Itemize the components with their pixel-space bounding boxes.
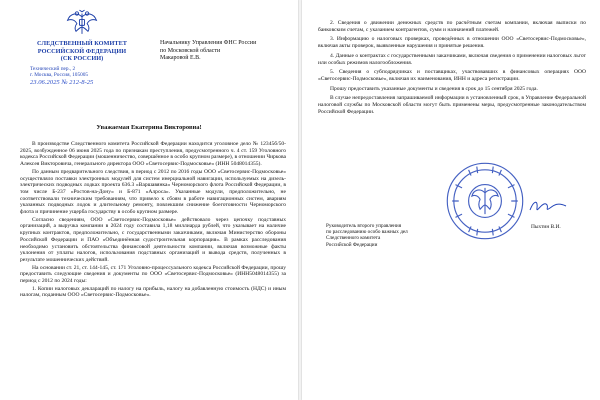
- recipient-line-3: Макаровой Е.В.: [160, 55, 201, 62]
- letter-page-2: [302, 0, 600, 400]
- letter-page-1: [0, 0, 298, 400]
- paragraph: На основании ст. 21, ст. 144-145, ст. 171 Уголовно-процессуального кодекса Российской Федерации, прошу предоставить следующие сведения и документы по ООО «Светосервис-Подмосковье» (ИНН5048014355) за период с 2012 по 2024 годы:: [20, 264, 286, 285]
- warning-paragraph: В случае непредоставления запрашиваемой информации в установленный срок, в Управление Федеральной налоговой службы по Московской области могут быть применены меры, предусмотренные законодательством Российской Федерации.: [318, 95, 586, 115]
- request-item-3: 3. Информацию о налоговых проверках, проведённых в отношении ООО «Светосервис-Подмосковье», включая акты проверок, выявленные нарушения и принятые решения.: [318, 36, 586, 50]
- greeting: Уважаемая Екатерина Викторовна!: [96, 124, 202, 131]
- address-line-2: г. Москва, Россия, 105005: [30, 72, 89, 79]
- signature-icon: [528, 196, 568, 216]
- signatory-title: [326, 223, 476, 248]
- letter-body-page-2: [318, 20, 586, 118]
- signatory-line-1: Руководитель второго управления: [326, 223, 402, 229]
- department-line-2: РОССИЙСКОЙ ФЕДЕРАЦИИ: [37, 47, 127, 55]
- address-line-1: Технический пер., 2: [30, 66, 76, 72]
- recipient-line-1: Начальнику Управления ФНС России: [160, 40, 257, 46]
- paragraph: По данным предварительного следствия, в период с 2012 по 2016 годы ООО «Светосервис-Подмосковье» осуществляло поставки электронных модулей для систем инерциальной навигации, используемых на дизель-электрических подводных лодках проекта 636.3 «Варшавянка» Черноморского флота Российской Федерации, в том числе Б-237 «Ростов-на-Дону» и Б-871 «Алроса». Указанные модули, предположительно, не соответствовали техническим требованиям, что привело к сбоям в работе навигационных систем, авариям указанных подводных лодок и длительному ремонту, повлекшим снижение боеготовности Черноморского флота и причинение ущерба государству в особо крупном размере.: [20, 168, 286, 216]
- request-item-2: 2. Сведения о движении денежных средств по расчётным счетам компании, включая выписки по банковским счетам, с указанием контрагентов, сумм и назначений платежей.: [318, 20, 586, 33]
- recipient-block: [160, 40, 288, 63]
- deadline-paragraph: Прошу предоставить указанные документы и сведения в срок до 15 сентября 2025 года.: [330, 85, 538, 92]
- address-stamp: [30, 66, 140, 87]
- letter-body-page-1: [20, 141, 286, 299]
- request-item-4: 4. Данные о контрактах с государственными заказчиками, включая сведения о применении налоговых льгот или особых режимов налогообложения.: [318, 52, 586, 66]
- recipient-line-2: по Московской области: [160, 47, 221, 54]
- signatory-line-2: по расследованию особо важных дел: [326, 229, 408, 236]
- request-item-1: 1. Копии налоговых деклараций по налогу на прибыль, налогу на добавленную стоимость (НДС) и иным налогам, поданным ООО «Светосервис-Подмосковье».: [20, 285, 286, 299]
- paragraph: Согласно сведениям, ООО «Светосервис-Подмосковье» действовало через цепочку подставных организаций, а выручка компании в 2024 году составила 1,18 миллиарда рублей, что указывает на наличие крупных контрактов, предположительно, с государственными заказчиками, включая Министерство обороны Российской Федерации и ПАО «Объединённая судостроительная корпорация». В рамках расследования необходимо установить обстоятельства финансовой деятельности компании, включая возможные факты уклонения от уплаты налогов, использования подставных организаций и вывода средств, полученных в результате мошеннических действий.: [20, 216, 286, 263]
- department-name: [22, 40, 142, 63]
- signatory-line-3: Следственного комитета: [326, 235, 381, 242]
- outgoing-number: 23.06.2025 № 212-8-25: [30, 78, 94, 86]
- signatory-name: Пыхтин В.И.: [531, 224, 561, 230]
- request-item-5: 5. Сведения о субподрядчиках и поставщиках, участвовавших в финансовых операциях ООО «Светосервис-Подмосковье», включая их наименования, ИНН и адреса регистрации.: [318, 69, 586, 82]
- department-line-3: (СК РОССИИ): [60, 55, 104, 63]
- signatory-line-4: Российской Федерации: [326, 241, 378, 248]
- double-headed-eagle-icon: [65, 8, 99, 36]
- department-line-1: СЛЕДСТВЕННЫЙ КОМИТЕТ: [37, 40, 127, 47]
- paragraph: В производстве Следственного комитета Российской Федерации находится уголовное дело № 12345б/50-2025, возбужденное 06 июня 2025 года по признакам преступления, предусмотренного ч. 4 ст. 159 Уголовного кодекса Российской Федерации (мошенничество, совершённое в особо крупном размере), в отношении Чиркова Алексея Викторовича, генерального директора ООО «Светосервис-Подмосковье» (ИНН 5048014355).: [20, 141, 286, 168]
